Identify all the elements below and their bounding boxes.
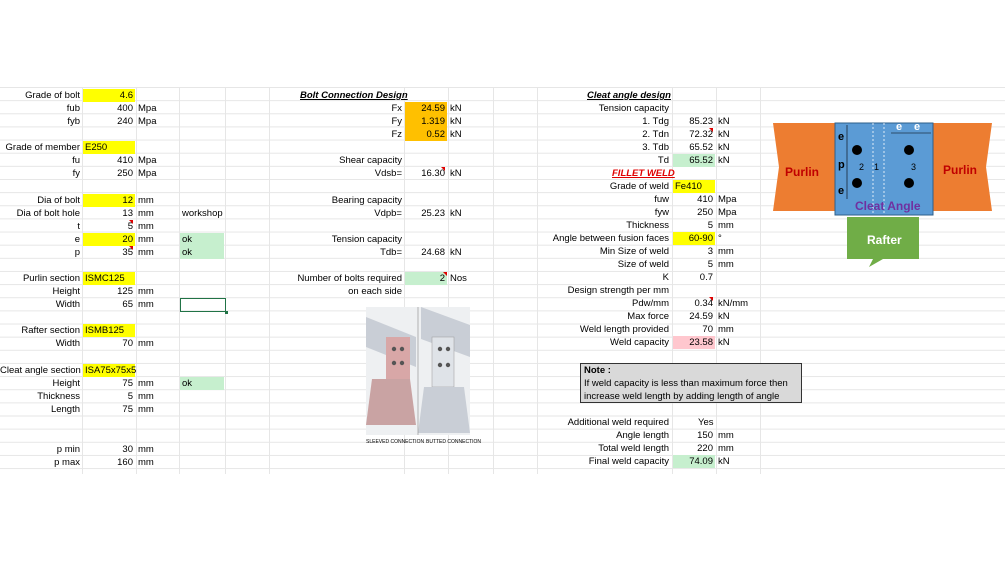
cell-value[interactable]: 85.23 — [689, 116, 713, 127]
cell-value[interactable]: 35 — [83, 246, 133, 259]
cell-unit[interactable]: kN — [718, 129, 730, 140]
cell-value[interactable]: 70 — [122, 338, 133, 349]
cell-unit[interactable]: kN — [718, 337, 730, 348]
hole-number: 3 — [911, 162, 917, 172]
cell-value[interactable]: 75 — [122, 404, 133, 415]
cell-unit[interactable]: Mpa — [718, 194, 737, 205]
cell-value[interactable]: 16.30 — [405, 167, 445, 180]
cell-unit[interactable]: mm — [718, 443, 734, 454]
cell-unit[interactable]: kN — [450, 103, 462, 114]
cell-label[interactable]: Max force — [627, 311, 669, 322]
fillet-weld-heading[interactable]: FILLET WELD — [612, 168, 675, 179]
cell-label[interactable]: fy — [72, 168, 80, 179]
cell-label[interactable]: Shear capacity — [339, 155, 402, 166]
cell-unit[interactable]: kN — [450, 208, 462, 219]
bolt-hole — [852, 178, 862, 188]
cell-value[interactable]: 5 — [83, 220, 133, 233]
cell-label[interactable]: p — [74, 247, 80, 258]
cell-label[interactable]: Grade of bolt — [25, 90, 80, 101]
cell-value[interactable]: 24.59 — [689, 311, 713, 322]
fusion-angle-input[interactable]: 60-90 — [673, 232, 715, 245]
dim-e-right1: e — [896, 121, 903, 133]
cleat-angle-section-input[interactable]: ISA75x75x5 — [85, 365, 137, 376]
cell-unit[interactable]: mm — [138, 391, 154, 402]
cell-unit[interactable]: ° — [718, 233, 722, 244]
cell-label[interactable]: 1. Tdg — [642, 116, 669, 127]
cell-unit[interactable]: kN — [718, 456, 730, 467]
cell-label[interactable]: K — [662, 272, 669, 283]
fx-value[interactable]: 24.59 — [405, 102, 447, 115]
final-weld-capacity-value[interactable]: 74.09 — [673, 455, 715, 468]
cell-text[interactable]: workshop — [182, 208, 223, 219]
cell-label[interactable]: Min Size of weld — [599, 246, 669, 257]
cell-value[interactable]: 5 — [127, 391, 133, 402]
cell-label[interactable]: Width — [55, 299, 80, 310]
cell-label[interactable]: 2. Tdn — [642, 129, 669, 140]
cell-unit[interactable]: mm — [138, 444, 154, 455]
cell-unit[interactable]: mm — [718, 430, 734, 441]
edge-distance-input[interactable]: 20 — [83, 233, 135, 246]
cell-unit[interactable]: mm — [718, 324, 734, 335]
hole-number: 1 — [874, 162, 880, 172]
cell-label[interactable]: fyw — [654, 207, 669, 218]
figure-caption-sleeved: SLEEVED CONNECTION — [366, 439, 425, 445]
cell-label[interactable]: p max — [54, 457, 80, 468]
status-ok[interactable]: ok — [180, 233, 224, 246]
cell-value[interactable]: 250 — [117, 168, 133, 179]
cell-unit[interactable]: kN — [450, 129, 462, 140]
cleat-design-title[interactable]: Cleat angle design — [587, 90, 671, 101]
cell-unit[interactable]: mm — [138, 208, 154, 219]
grade-of-member-input[interactable]: E250 — [83, 141, 135, 154]
dim-e-right2: e — [914, 121, 921, 133]
grade-of-bolt-input[interactable]: 4.6 — [83, 89, 135, 102]
cell-label[interactable]: Dia of bolt — [37, 195, 80, 206]
cell-value[interactable]: 70 — [702, 324, 713, 335]
cell-unit[interactable]: Nos — [450, 273, 467, 284]
purlin-left-label: Purlin — [785, 165, 820, 179]
cell-value[interactable]: 240 — [117, 116, 133, 127]
cell-label[interactable]: fyb — [67, 116, 80, 127]
note-line-2: increase weld length by adding length of angle — [584, 391, 780, 402]
cell-label[interactable]: Tension capacity — [331, 234, 402, 245]
cell-label[interactable]: Grade of weld — [609, 181, 669, 192]
cell-value[interactable]: 75 — [122, 378, 133, 389]
cell-unit[interactable]: Mpa — [138, 116, 157, 127]
cell-value[interactable]: 150 — [697, 430, 713, 441]
cell-label[interactable]: p min — [56, 444, 80, 455]
cell-label[interactable]: Rafter section — [21, 325, 80, 336]
cell-unit[interactable]: mm — [138, 457, 154, 468]
status-ok[interactable]: ok — [180, 377, 224, 390]
rafter-section-input[interactable]: ISMB125 — [83, 324, 135, 337]
cell-unit[interactable]: Mpa — [138, 168, 157, 179]
cell-label[interactable]: Tension capacity — [598, 103, 669, 114]
cell-label[interactable]: Height — [52, 286, 80, 297]
cell-label[interactable]: Fx — [391, 103, 402, 114]
grade-of-weld-input[interactable]: Fe410 — [673, 180, 715, 193]
cell-label[interactable]: Tdb= — [380, 247, 402, 258]
cell-unit[interactable]: kN — [450, 116, 462, 127]
cell-label[interactable]: Size of weld — [617, 259, 669, 270]
selected-cell[interactable] — [180, 298, 226, 312]
dim-p: p — [838, 159, 845, 171]
cell-unit[interactable]: Mpa — [138, 155, 157, 166]
cell-unit[interactable]: kN — [718, 311, 730, 322]
cell-label[interactable]: e — [74, 234, 80, 245]
cell-unit[interactable]: kN — [450, 247, 462, 258]
cell-label[interactable]: Final weld capacity — [588, 456, 669, 467]
cell-unit[interactable]: mm — [718, 220, 734, 231]
cell-value[interactable]: 0.7 — [699, 272, 713, 283]
cell-label[interactable]: Grade of member — [5, 142, 80, 153]
cell-label[interactable]: Angle length — [616, 430, 669, 441]
cell-value[interactable]: 160 — [117, 457, 133, 468]
cell-label[interactable]: on each side — [348, 286, 402, 297]
cell-label[interactable]: Vdpb= — [374, 208, 402, 219]
cell-unit[interactable]: kN — [718, 155, 730, 166]
cell-unit[interactable]: mm — [138, 338, 154, 349]
cell-label[interactable]: Width — [55, 338, 80, 349]
note-line-1: If weld capacity is less than maximum force then — [584, 378, 788, 389]
cell-value[interactable]: 400 — [117, 103, 133, 114]
purlin-section-input[interactable]: ISMC125 — [83, 272, 135, 285]
bolts-required-value[interactable]: 2 — [405, 272, 447, 285]
cell-value[interactable]: 30 — [122, 444, 133, 455]
cell-label[interactable]: fub — [66, 103, 80, 114]
cell-unit[interactable]: mm — [138, 195, 154, 206]
cell-label[interactable]: Number of bolts required — [297, 273, 402, 284]
cell-value[interactable]: 220 — [697, 443, 713, 454]
dia-of-bolt-input[interactable]: 12 — [83, 194, 135, 207]
fy-value[interactable]: 1.319 — [405, 115, 447, 128]
note-title: Note : — [584, 365, 611, 376]
cell-unit[interactable]: kN/mm — [718, 298, 749, 309]
cell-label[interactable]: Purlin section — [22, 273, 80, 284]
cell-label[interactable]: Fy — [391, 116, 402, 127]
td-value[interactable]: 65.52 — [673, 154, 715, 167]
cell-label[interactable]: Angle between fusion faces — [552, 233, 669, 244]
dim-e-bottom: e — [838, 185, 845, 197]
connection-image — [366, 307, 470, 453]
cell-label[interactable]: Thickness — [37, 391, 80, 402]
cell-value[interactable]: 65 — [122, 299, 133, 310]
cell-unit[interactable]: kN — [718, 116, 730, 127]
bolt-hole — [852, 145, 862, 155]
cell-label[interactable]: Length — [50, 404, 80, 415]
bolt-hole — [904, 145, 914, 155]
cell-value[interactable]: 5 — [707, 259, 713, 270]
figure-caption-butted: BUTTED CONNECTION — [426, 439, 481, 445]
cell-unit[interactable]: mm — [138, 299, 154, 310]
cell-value[interactable]: 250 — [697, 207, 713, 218]
cell-unit[interactable]: mm — [718, 246, 734, 257]
cell-value[interactable]: 410 — [117, 155, 133, 166]
cell-label[interactable]: Cleat angle section — [0, 365, 81, 376]
cleat-connection-diagram — [773, 119, 998, 269]
cell-label[interactable]: 3. Tdb — [642, 142, 669, 153]
cleat-angle-label: Cleat Angle — [855, 199, 921, 213]
cell-value[interactable]: Yes — [698, 417, 714, 428]
rafter-label: Rafter — [867, 233, 902, 247]
cell-label[interactable]: Pdw/mm — [632, 298, 669, 309]
cell-label[interactable]: fu — [72, 155, 80, 166]
cell-label[interactable]: Weld capacity — [610, 337, 669, 348]
cell-unit[interactable]: mm — [138, 286, 154, 297]
cell-label[interactable]: fuw — [654, 194, 669, 205]
cell-value[interactable]: 65.52 — [689, 142, 713, 153]
cell-value[interactable]: 125 — [117, 286, 133, 297]
purlin-right-label: Purlin — [943, 163, 978, 177]
status-ok[interactable]: ok — [180, 246, 224, 259]
cell-label[interactable]: Total weld length — [598, 443, 669, 454]
cell-label[interactable]: Vdsb= — [374, 168, 402, 179]
cell-label[interactable]: t — [77, 221, 80, 232]
cell-value[interactable]: 410 — [697, 194, 713, 205]
note-box — [580, 363, 802, 403]
cell-label[interactable]: Weld length provided — [579, 324, 669, 335]
cell-unit[interactable]: kN — [450, 168, 462, 179]
cell-label[interactable]: Td — [657, 155, 669, 166]
cell-value[interactable]: 0.34 — [673, 297, 713, 310]
fz-value[interactable]: 0.52 — [405, 128, 447, 141]
cell-value[interactable]: 3 — [707, 246, 713, 257]
bolt-hole — [904, 178, 914, 188]
cell-unit[interactable]: Mpa — [138, 103, 157, 114]
cell-label[interactable]: Height — [52, 378, 80, 389]
cell-unit[interactable]: mm — [138, 404, 154, 415]
dim-e-top: e — [838, 131, 845, 143]
cell-value[interactable]: 13 — [122, 208, 133, 219]
cell-value[interactable]: 5 — [707, 220, 713, 231]
spreadsheet-grid — [0, 87, 1005, 474]
cell-label[interactable]: Bearing capacity — [331, 195, 402, 206]
bolt-connection-title[interactable]: Bolt Connection Design — [300, 90, 408, 101]
cell-value[interactable]: 25.23 — [421, 208, 445, 219]
cell-value[interactable]: 24.68 — [421, 247, 445, 258]
cell-unit[interactable]: kN — [718, 142, 730, 153]
cell-label[interactable]: Additional weld required — [567, 417, 669, 428]
cell-unit[interactable]: mm — [138, 247, 154, 258]
cell-label[interactable]: Thickness — [626, 220, 669, 231]
cell-unit[interactable]: mm — [138, 378, 154, 389]
cell-unit[interactable]: mm — [138, 221, 154, 232]
cell-label[interactable]: Fz — [391, 129, 402, 140]
cell-label[interactable]: Dia of bolt hole — [16, 208, 80, 219]
cell-value[interactable]: 72.32 — [673, 128, 713, 141]
weld-capacity-value[interactable]: 23.58 — [673, 336, 715, 349]
cell-unit[interactable]: mm — [718, 259, 734, 270]
connection-illustration — [366, 307, 481, 453]
cell-unit[interactable]: mm — [138, 234, 154, 245]
cell-label[interactable]: Design strength per mm — [567, 285, 669, 296]
cell-unit[interactable]: Mpa — [718, 207, 737, 218]
hole-number: 2 — [859, 162, 865, 172]
